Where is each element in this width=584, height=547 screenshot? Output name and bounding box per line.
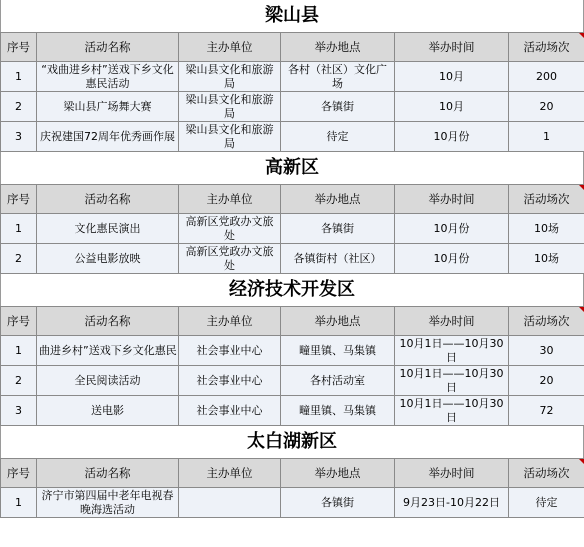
table-cell: 10月	[395, 92, 509, 122]
table-cell: 1	[1, 336, 37, 366]
table-cell: 2	[1, 92, 37, 122]
header-row	[1, 307, 584, 336]
table-row	[1, 122, 584, 152]
table-cell: 10月1日——10月30日	[395, 366, 509, 396]
table-row	[1, 244, 584, 274]
table-cell: 30	[509, 336, 584, 366]
column-header: 活动场次	[509, 33, 584, 62]
header-row	[1, 33, 584, 62]
table-cell: 高新区党政办文旅处	[179, 244, 281, 274]
table-cell: 20	[509, 92, 584, 122]
table-cell: 10月1日——10月30日	[395, 336, 509, 366]
section-title: 太白湖新区	[0, 426, 584, 458]
table-cell: 各镇街村（社区）	[281, 244, 395, 274]
table-cell: 济宁市第四届中老年电视春晚海选活动	[37, 488, 179, 518]
table-cell: 公益电影放映	[37, 244, 179, 274]
table-cell: 10月份	[395, 244, 509, 274]
table-cell: 待定	[509, 488, 584, 518]
activity-table	[0, 458, 584, 518]
table-cell: 10场	[509, 244, 584, 274]
table-cell: 各村（社区）文化广场	[281, 62, 395, 92]
table-cell: 9月23日-10月22日	[395, 488, 509, 518]
column-header: 序号	[1, 459, 37, 488]
table-cell: 10场	[509, 214, 584, 244]
table-cell: 社会事业中心	[179, 396, 281, 426]
column-header: 序号	[1, 33, 37, 62]
column-header: 活动名称	[37, 185, 179, 214]
table-cell: 曲进乡村”送戏下乡文化惠民	[37, 336, 179, 366]
column-header: 举办时间	[395, 307, 509, 336]
header-row	[1, 459, 584, 488]
table-cell: 庆祝建国72周年优秀画作展	[37, 122, 179, 152]
table-cell: 20	[509, 366, 584, 396]
column-header: 序号	[1, 307, 37, 336]
table-cell	[179, 488, 281, 518]
table-row	[1, 366, 584, 396]
column-header: 举办时间	[395, 459, 509, 488]
activity-table	[0, 306, 584, 426]
header-row	[1, 185, 584, 214]
section-title: 梁山县	[0, 0, 584, 32]
table-cell: 200	[509, 62, 584, 92]
table-cell: 各村活动室	[281, 366, 395, 396]
table-cell: 1	[1, 62, 37, 92]
table-cell: 10月	[395, 62, 509, 92]
table-row	[1, 396, 584, 426]
table-cell: 各镇街	[281, 214, 395, 244]
section-title: 经济技术开发区	[0, 274, 584, 306]
table-row	[1, 488, 584, 518]
column-header: 举办地点	[281, 33, 395, 62]
table-cell: 2	[1, 366, 37, 396]
table-cell: 梁山县文化和旅游局	[179, 92, 281, 122]
table-cell: 1	[1, 214, 37, 244]
column-header: 主办单位	[179, 307, 281, 336]
column-header: 序号	[1, 185, 37, 214]
column-header: 主办单位	[179, 33, 281, 62]
table-row	[1, 336, 584, 366]
column-header: 活动名称	[37, 307, 179, 336]
column-header: 主办单位	[179, 459, 281, 488]
column-header: 举办地点	[281, 307, 395, 336]
table-cell: 10月1日——10月30日	[395, 396, 509, 426]
column-header: 活动场次	[509, 459, 584, 488]
column-header: 活动名称	[37, 33, 179, 62]
table-cell: 各镇街	[281, 488, 395, 518]
table-cell: 社会事业中心	[179, 366, 281, 396]
table-cell: “戏曲进乡村”送戏下乡文化惠民活动	[37, 62, 179, 92]
table-cell: 疃里镇、马集镇	[281, 396, 395, 426]
column-header: 举办地点	[281, 185, 395, 214]
table-cell: 梁山县文化和旅游局	[179, 122, 281, 152]
table-cell: 各镇街	[281, 92, 395, 122]
activity-table	[0, 184, 584, 274]
table-cell: 1	[509, 122, 584, 152]
column-header: 活动场次	[509, 307, 584, 336]
section-title: 高新区	[0, 152, 584, 184]
table-cell: 2	[1, 244, 37, 274]
table-cell: 3	[1, 396, 37, 426]
table-row	[1, 92, 584, 122]
table-cell: 10月份	[395, 214, 509, 244]
column-header: 举办时间	[395, 33, 509, 62]
table-cell: 待定	[281, 122, 395, 152]
table-cell: 社会事业中心	[179, 336, 281, 366]
table-cell: 文化惠民演出	[37, 214, 179, 244]
table-row	[1, 214, 584, 244]
table-cell: 疃里镇、马集镇	[281, 336, 395, 366]
column-header: 举办时间	[395, 185, 509, 214]
column-header: 活动名称	[37, 459, 179, 488]
table-cell: 梁山县文化和旅游局	[179, 62, 281, 92]
table-cell: 梁山县广场舞大赛	[37, 92, 179, 122]
table-cell: 1	[1, 488, 37, 518]
table-row	[1, 62, 584, 92]
table-cell: 全民阅读活动	[37, 366, 179, 396]
table-cell: 10月份	[395, 122, 509, 152]
table-cell: 72	[509, 396, 584, 426]
column-header: 活动场次	[509, 185, 584, 214]
table-cell: 高新区党政办文旅处	[179, 214, 281, 244]
table-cell: 3	[1, 122, 37, 152]
column-header: 主办单位	[179, 185, 281, 214]
table-cell: 送电影	[37, 396, 179, 426]
column-header: 举办地点	[281, 459, 395, 488]
activity-table	[0, 32, 584, 152]
